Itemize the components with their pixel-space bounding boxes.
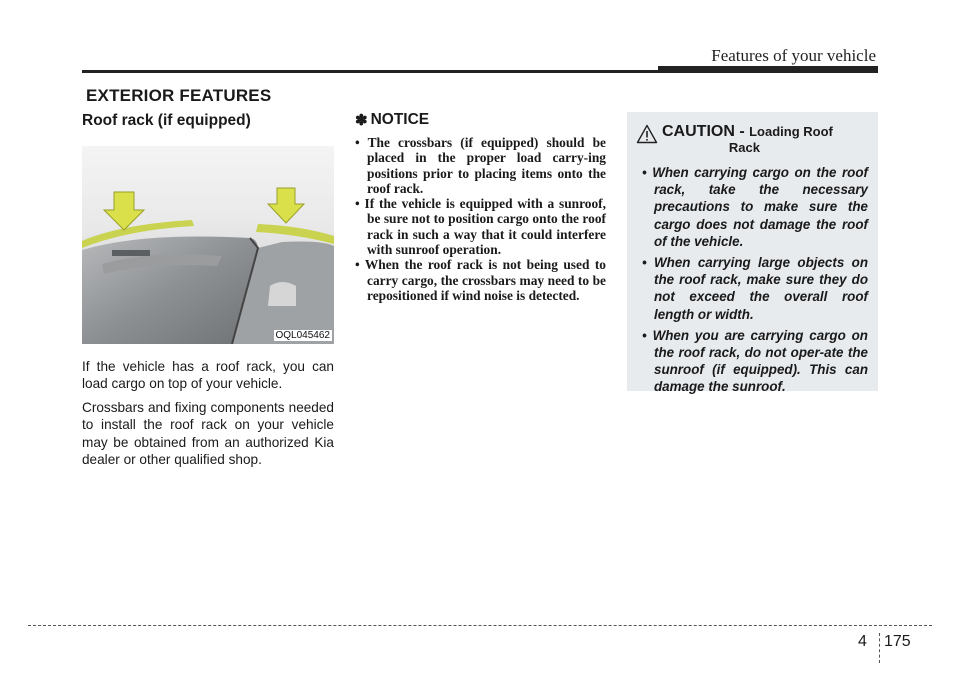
notice-block — [355, 111, 606, 303]
figure-code: OQL045462 — [275, 330, 330, 341]
roof-rack-paragraph-2: Crossbars and fixing components needed to install the roof rack on your vehicle may be obtained from an authorized Kia dealer or other qualified shop. — [82, 399, 334, 468]
notice-item: • The crossbars (if equipped) should be placed in the proper load carry-ing positions prior to placing items onto the roof rack. — [355, 135, 606, 196]
notice-title — [355, 111, 606, 129]
page-number: 175 — [884, 633, 911, 650]
caution-item: • When you are carrying cargo on the roof rack, do not oper-ate the sunroof (if equipped). This can damage the sunroof. — [642, 327, 868, 395]
warning-triangle-icon — [636, 124, 658, 144]
footer-divider — [879, 633, 880, 663]
caution-item: • When carrying large objects on the roof rack, make sure they do not exceed the overall roof length or width. — [642, 255, 868, 322]
header-rule-accent — [658, 66, 878, 73]
roof-rack-paragraph-1: If the vehicle has a roof rack, you can load cargo on top of your vehicle. — [82, 359, 334, 392]
notice-list — [355, 135, 606, 303]
caution-header — [635, 124, 868, 156]
caution-subject: Loading Roof — [749, 124, 833, 139]
caution-item: • When carrying cargo on the roof rack, take the necessary precautions to make sure the cargo does not damage the roof of the vehicle. — [642, 165, 868, 249]
asterisk-star-icon: ✽ — [355, 112, 368, 129]
footer-rule — [28, 625, 932, 626]
caution-list — [635, 164, 868, 396]
roof-rack-figure — [82, 146, 334, 344]
section-title: EXTERIOR FEATURES — [86, 86, 272, 105]
caution-box — [627, 112, 878, 395]
notice-item: • When the roof rack is not being used to carry cargo, the crossbars may need to be repositioned if wind noise is detected. — [355, 257, 606, 303]
roof-rack-column — [82, 112, 334, 468]
notice-title-text: NOTICE — [370, 111, 430, 128]
car-roof-illustration — [82, 146, 334, 344]
chapter-number: 4 — [858, 633, 867, 650]
caution-subject-line-2: Rack — [728, 140, 760, 155]
caution-word: CAUTION - — [662, 123, 750, 140]
notice-item: • If the vehicle is equipped with a sunroof, be sure not to position cargo onto the roof rack in such a way that it could interfere with sunroof operation. — [355, 196, 606, 258]
roof-rack-heading: Roof rack (if equipped) — [82, 112, 251, 129]
header-title: Features of your vehicle — [711, 46, 876, 65]
